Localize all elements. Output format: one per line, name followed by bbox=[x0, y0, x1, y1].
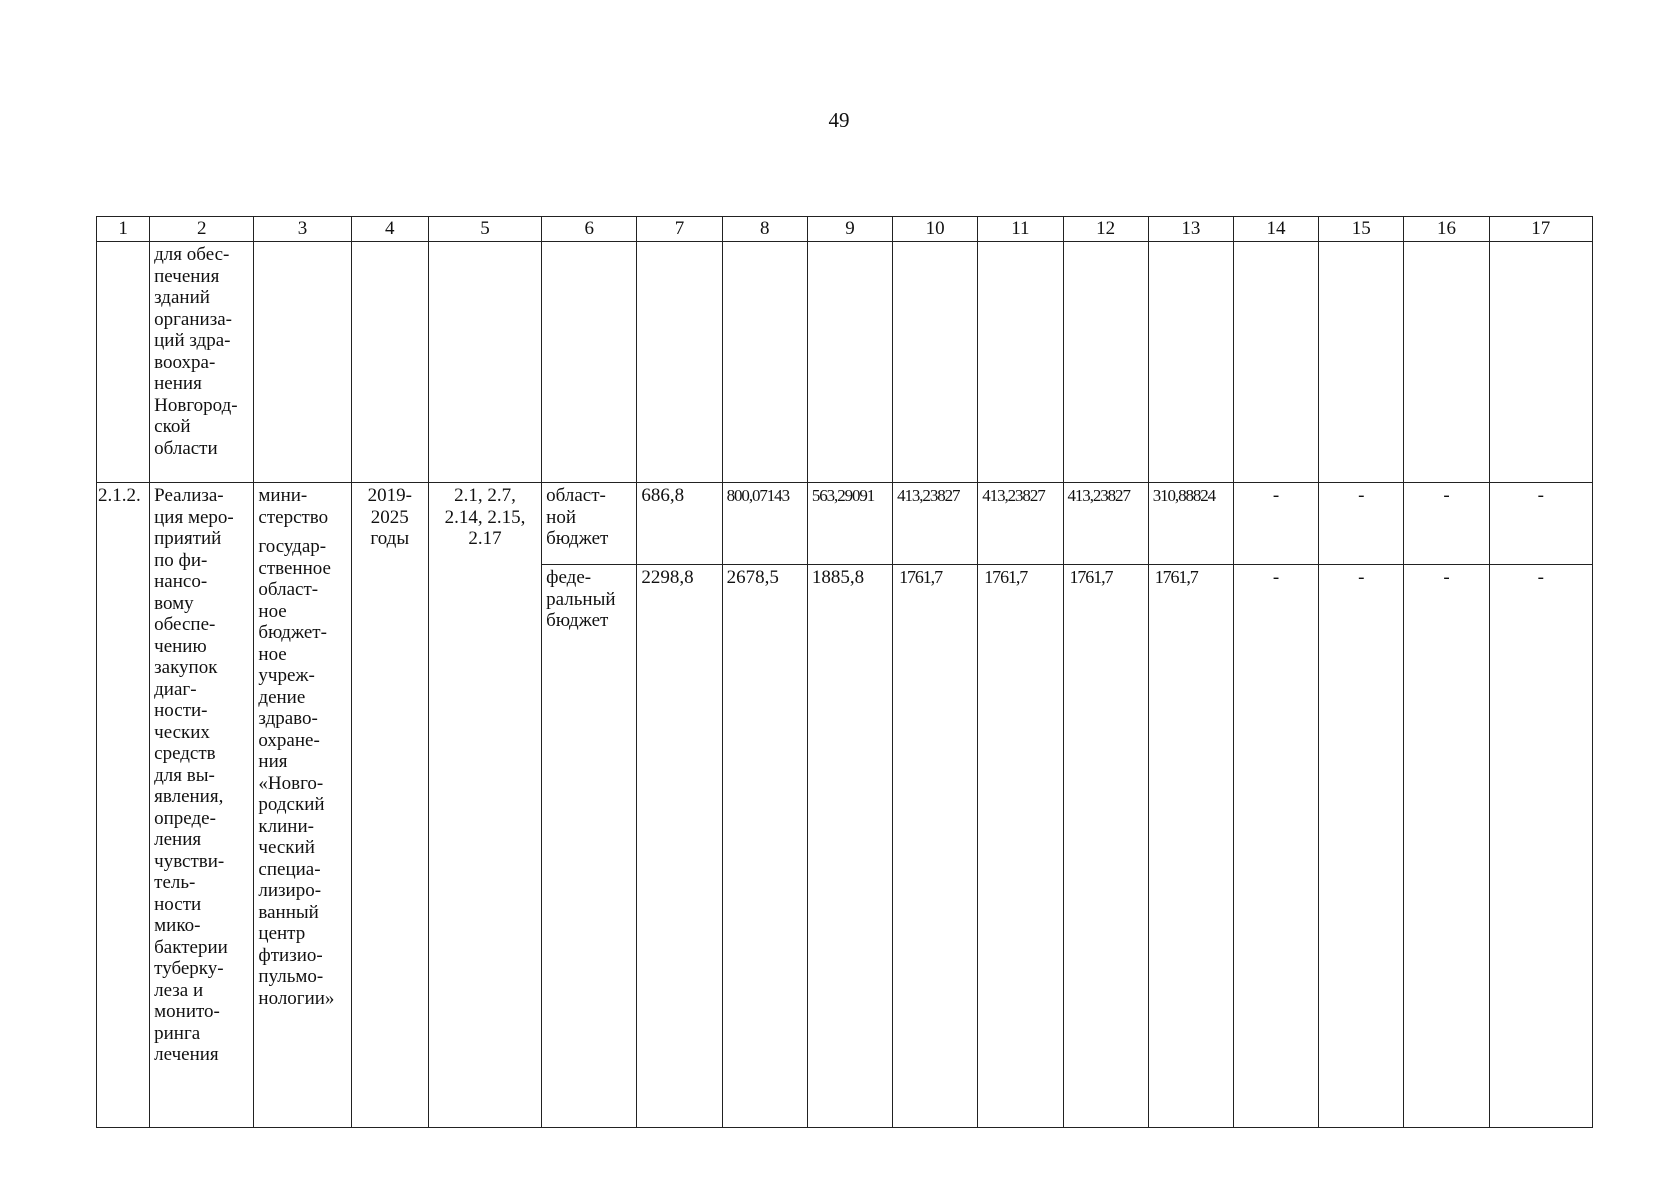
activity-name-continued: для обес- печения зданий организа- ций здра- воохра- нения Новгород- ской области bbox=[150, 242, 254, 483]
value-cell: - bbox=[1404, 565, 1489, 1128]
value-cell: 1761,7 bbox=[1148, 565, 1233, 1128]
table-cell bbox=[1489, 242, 1592, 483]
table-row bbox=[97, 483, 1593, 565]
value-cell: 413,23827 bbox=[893, 483, 978, 565]
value-cell: 2678,5 bbox=[722, 565, 807, 1128]
executor-ministry: мини- стерство bbox=[258, 485, 329, 528]
table-cell bbox=[1063, 242, 1148, 483]
column-header: 16 bbox=[1404, 217, 1489, 242]
page-number: 49 bbox=[828, 108, 850, 132]
column-header: 7 bbox=[637, 217, 722, 242]
value-cell: - bbox=[1233, 483, 1318, 565]
value-cell: 686,8 bbox=[637, 483, 722, 565]
table-cell bbox=[807, 242, 892, 483]
column-header: 17 bbox=[1489, 217, 1592, 242]
column-header: 1 bbox=[97, 217, 150, 242]
column-header: 15 bbox=[1319, 217, 1404, 242]
table-cell bbox=[97, 242, 150, 483]
value-cell: - bbox=[1404, 483, 1489, 565]
value-cell: 413,23827 bbox=[1063, 483, 1148, 565]
column-header: 14 bbox=[1233, 217, 1318, 242]
funding-source: феде- ральный бюджет bbox=[542, 565, 637, 1128]
value-cell: 2298,8 bbox=[637, 565, 722, 1128]
value-cell: 1761,7 bbox=[893, 565, 978, 1128]
executor-institution: государ- ственное област- ное бюджет- ное учреж- дение здраво- охране- ния «Новго- родский клини- ческий специа- лизиро- ванный центр фтизио- пульмо- нологии» bbox=[258, 536, 335, 1009]
table-cell bbox=[1319, 242, 1404, 483]
column-header: 3 bbox=[254, 217, 351, 242]
table-cell bbox=[637, 242, 722, 483]
table-cell bbox=[1404, 242, 1489, 483]
value-cell: 563,29091 bbox=[807, 483, 892, 565]
table-cell bbox=[722, 242, 807, 483]
activity-number: 2.1.2. bbox=[97, 483, 150, 1128]
value-cell: - bbox=[1319, 483, 1404, 565]
value-cell: 1885,8 bbox=[807, 565, 892, 1128]
column-header: 4 bbox=[351, 217, 428, 242]
value-cell: 800,07143 bbox=[722, 483, 807, 565]
column-number-row bbox=[97, 217, 1593, 242]
column-header: 8 bbox=[722, 217, 807, 242]
column-header: 11 bbox=[978, 217, 1063, 242]
value-cell: - bbox=[1489, 483, 1592, 565]
table-cell bbox=[978, 242, 1063, 483]
column-header: 2 bbox=[150, 217, 254, 242]
activity-name: Реализа- ция меро- приятий по фи- нансо- вому обеспе- чению закупок диаг- ности- ческих средств для вы- явления, опреде- ления чувстви- тель- ности мико- бактерии туберку- леза и монито- ринга лечения bbox=[150, 483, 254, 1128]
table-cell bbox=[351, 242, 428, 483]
table-cell bbox=[542, 242, 637, 483]
value-cell: 1761,7 bbox=[1063, 565, 1148, 1128]
period: 2019- 2025 годы bbox=[351, 483, 428, 1128]
table-cell bbox=[893, 242, 978, 483]
executor-cell bbox=[254, 483, 351, 1128]
budget-table bbox=[96, 216, 1593, 1128]
column-header: 13 bbox=[1148, 217, 1233, 242]
table-cell bbox=[428, 242, 541, 483]
column-header: 5 bbox=[428, 217, 541, 242]
value-cell: 413,23827 bbox=[978, 483, 1063, 565]
funding-source: област- ной бюджет bbox=[542, 483, 637, 565]
table-cell bbox=[1233, 242, 1318, 483]
column-header: 12 bbox=[1063, 217, 1148, 242]
table-cell bbox=[254, 242, 351, 483]
value-cell: - bbox=[1233, 565, 1318, 1128]
table-cell bbox=[1148, 242, 1233, 483]
value-cell: - bbox=[1319, 565, 1404, 1128]
column-header: 10 bbox=[893, 217, 978, 242]
column-header: 9 bbox=[807, 217, 892, 242]
value-cell: 310,88824 bbox=[1148, 483, 1233, 565]
continuation-row bbox=[97, 242, 1593, 483]
value-cell: 1761,7 bbox=[978, 565, 1063, 1128]
value-cell: - bbox=[1489, 565, 1592, 1128]
column-header: 6 bbox=[542, 217, 637, 242]
target-indicators: 2.1, 2.7, 2.14, 2.15, 2.17 bbox=[428, 483, 541, 1128]
